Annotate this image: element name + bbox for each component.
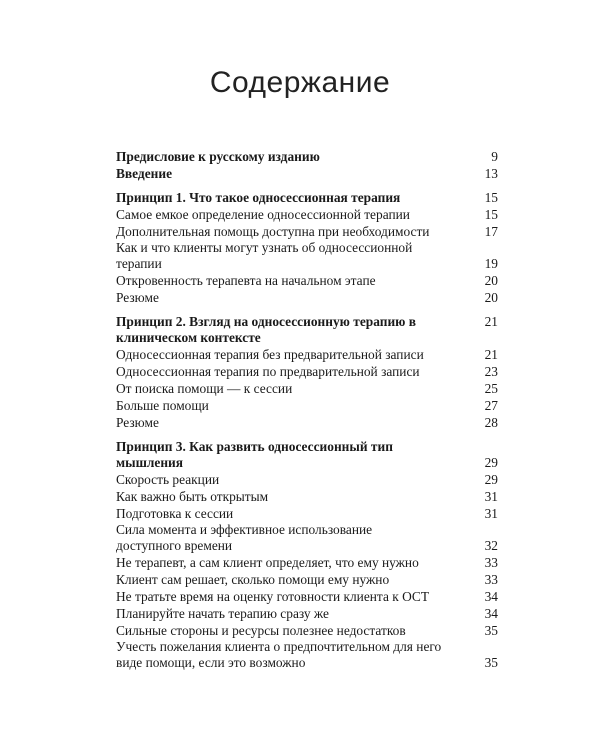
toc-entry-page: 21 (484, 314, 498, 329)
toc-entry[interactable] (116, 289, 498, 306)
toc-entry-title: Клиент сам решает, сколько помощи ему нужно (116, 572, 390, 587)
toc-entry-title: Резюме (116, 415, 159, 430)
toc-entry[interactable] (116, 240, 498, 272)
toc-entry-page: 34 (484, 589, 498, 604)
toc-entry-page: 34 (484, 606, 498, 621)
toc-entry-page: 20 (484, 273, 498, 288)
toc-entry-title: Дополнительная помощь доступна при необходимости (116, 224, 430, 239)
toc-entry-title: Односессионная терапия по предварительной записи (116, 364, 420, 379)
toc-entry[interactable] (116, 363, 498, 380)
toc-entry-page: 25 (484, 381, 498, 396)
toc-entry-page: 21 (484, 347, 498, 362)
toc-entry-title: Введение (116, 166, 173, 181)
table-of-contents (116, 148, 498, 671)
toc-entry[interactable] (116, 605, 498, 622)
toc-entry-page: 27 (484, 398, 498, 413)
toc-entry[interactable] (116, 522, 498, 554)
toc-entry[interactable] (116, 622, 498, 639)
toc-entry-page: 35 (484, 623, 498, 638)
toc-entry[interactable] (116, 346, 498, 363)
toc-entry-title: Сильные стороны и ресурсы полезнее недостатков (116, 623, 406, 638)
toc-entry-page: 19 (484, 256, 498, 271)
toc-entry-title: Предисловие к русскому изданию (116, 149, 320, 164)
toc-entry-title: Учесть пожелания клиента о предпочтительном для него виде помощи, если это возможно (116, 639, 442, 670)
toc-entry-title: Резюме (116, 290, 159, 305)
toc-entry-title: Планируйте начать терапию сразу же (116, 606, 329, 621)
toc-entry-title: Односессионная терапия без предварительной записи (116, 347, 424, 362)
toc-entry[interactable] (116, 505, 498, 522)
toc-entry[interactable] (116, 165, 498, 182)
toc-entry-title: Не тратьте время на оценку готовности клиента к ОСТ (116, 589, 430, 604)
toc-entry-page: 35 (484, 655, 498, 670)
toc-entry-title: Как и что клиенты могут узнать об односессионной терапии (116, 240, 413, 271)
toc-entry-page: 17 (484, 224, 498, 239)
toc-entry-page: 23 (484, 364, 498, 379)
toc-entry-page: 15 (484, 207, 498, 222)
toc-entry[interactable] (116, 488, 498, 505)
toc-entry[interactable] (116, 639, 498, 671)
toc-entry-title: Принцип 1. Что такое односессионная терапия (116, 190, 401, 205)
toc-entry-page: 33 (484, 572, 498, 587)
page-title: Содержание (209, 66, 391, 99)
toc-entry[interactable] (116, 414, 498, 431)
toc-entry[interactable] (116, 471, 498, 488)
toc-entry[interactable] (116, 380, 498, 397)
toc-entry-page: 31 (484, 489, 498, 504)
toc-entry-title: Как важно быть открытым (116, 489, 269, 504)
toc-entry-page: 29 (484, 455, 498, 470)
toc-entry-page: 29 (484, 472, 498, 487)
toc-entry-title: Подготовка к сессии (116, 506, 234, 521)
toc-entry-page: 9 (491, 149, 498, 164)
toc-entry[interactable] (116, 272, 498, 289)
toc-entry-title: Самое емкое определение односессионной терапии (116, 207, 410, 222)
toc-entry-title: Откровенность терапевта на начальном этапе (116, 273, 376, 288)
toc-entry[interactable] (116, 571, 498, 588)
toc-entry[interactable] (116, 554, 498, 571)
toc-entry-page: 15 (484, 190, 498, 205)
toc-chapter-3[interactable] (116, 439, 498, 471)
toc-entry-page: 13 (484, 166, 498, 181)
toc-entry[interactable] (116, 397, 498, 414)
toc-entry[interactable] (116, 148, 498, 165)
toc-entry-page: 32 (484, 538, 498, 553)
toc-chapter-1[interactable] (116, 189, 498, 206)
toc-entry-title: Не терапевт, а сам клиент определяет, что ему нужно (116, 555, 419, 570)
toc-entry-page: 20 (484, 290, 498, 305)
toc-entry-page: 31 (484, 506, 498, 521)
toc-entry-title: Принцип 2. Взгляд на односессионную терапию в клиническом контексте (116, 314, 416, 345)
toc-entry[interactable] (116, 223, 498, 240)
toc-entry-title: Принцип 3. Как развить односессионный тип мышления (116, 439, 393, 470)
toc-entry-title: Сила момента и эффективное использование доступного времени (116, 522, 373, 553)
toc-entry[interactable] (116, 206, 498, 223)
toc-entry-page: 28 (484, 415, 498, 430)
toc-chapter-2[interactable] (116, 314, 498, 346)
toc-entry-title: От поиска помощи — к сессии (116, 381, 293, 396)
toc-entry[interactable] (116, 588, 498, 605)
toc-entry-title: Больше помощи (116, 398, 209, 413)
toc-entry-title: Скорость реакции (116, 472, 220, 487)
toc-entry-page: 33 (484, 555, 498, 570)
